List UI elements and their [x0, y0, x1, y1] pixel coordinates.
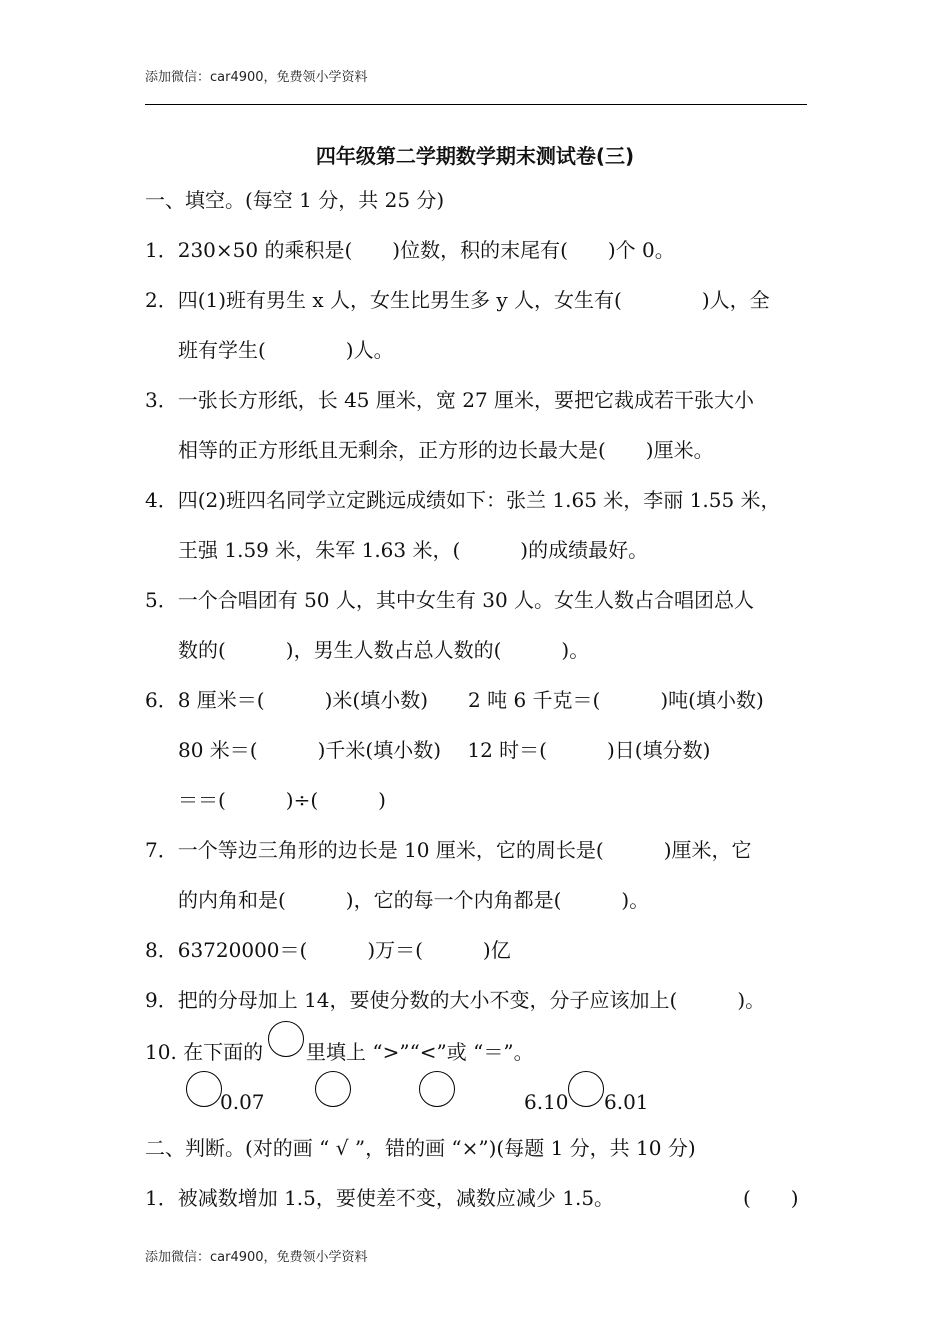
exam-title: 四年级第二学期数学期末测试卷(三)	[315, 144, 635, 168]
question-2-line-1: 2．四(1)班有男生 x 人，女生比男生多 y 人，女生有( )人，全	[145, 288, 770, 312]
compare-circle-icon	[268, 1021, 304, 1057]
judge-answer-paren-1[interactable]: ( )	[743, 1186, 799, 1210]
header-divider	[145, 104, 807, 105]
judge-question-1: 1．被减数增加 1.5，要使差不变，减数应减少 1.5。	[145, 1186, 615, 1210]
section-2-heading: 二、判断。(对的画 “ √ ”，错的画 “×”)(每题 1 分，共 10 分)	[145, 1136, 696, 1160]
answer-circle-4[interactable]	[568, 1071, 604, 1107]
question-6-line-2: 80 米＝( )千米(填小数) 12 时＝( )日(填分数)	[178, 738, 711, 762]
question-7-line-2: 的内角和是( )，它的每一个内角都是( )。	[178, 888, 650, 912]
question-7-line-1: 7．一个等边三角形的边长是 10 厘米，它的周长是( )厘米，它	[145, 838, 752, 862]
question-3-line-2: 相等的正方形纸且无剩余，正方形的边长最大是( )厘米。	[178, 438, 714, 462]
question-2-line-2: 班有学生( )人。	[178, 338, 394, 362]
page-footer: 添加微信：car4900，免费领小学资料	[145, 1250, 368, 1265]
question-5-line-1: 5．一个合唱团有 50 人，其中女生有 30 人。女生人数占合唱团总人	[145, 588, 755, 612]
question-6-line-3: ＝＝( )÷( )	[178, 788, 386, 812]
question-3-line-1: 3．一张长方形纸，长 45 厘米，宽 27 厘米，要把它裁成若干张大小	[145, 388, 755, 412]
question-4-line-2: 王强 1.59 米，朱军 1.63 米，( )的成绩最好。	[178, 538, 649, 562]
page-header: 添加微信：car4900，免费领小学资料	[145, 70, 368, 85]
question-8: 8．63720000＝( )万＝( )亿	[145, 938, 511, 962]
answer-circle-2[interactable]	[315, 1071, 351, 1107]
compare-value-4b: 6.01	[604, 1090, 649, 1114]
question-9: 9．把的分母加上 14，要使分数的大小不变，分子应该加上( )。	[145, 988, 766, 1012]
question-10-prefix: 10. 在下面的	[145, 1040, 264, 1064]
question-1: 1．230×50 的乘积是( )位数，积的末尾有( )个 0。	[145, 238, 675, 262]
question-10-suffix: 里填上 “>”“<”或 “＝”。	[306, 1040, 534, 1064]
question-5-line-2: 数的( )，男生人数占总人数的( )。	[178, 638, 590, 662]
section-1-heading: 一、填空。(每空 1 分，共 25 分)	[145, 188, 445, 212]
compare-value-1: 0.07	[220, 1090, 265, 1114]
compare-value-4a: 6.10	[524, 1090, 569, 1114]
question-4-line-1: 4．四(2)班四名同学立定跳远成绩如下：张兰 1.65 米，李丽 1.55 米，	[145, 488, 781, 512]
answer-circle-1[interactable]	[186, 1071, 222, 1107]
question-6-line-1: 6．8 厘米＝( )米(填小数) 2 吨 6 千克＝( )吨(填小数)	[145, 688, 764, 712]
answer-circle-3[interactable]	[419, 1071, 455, 1107]
